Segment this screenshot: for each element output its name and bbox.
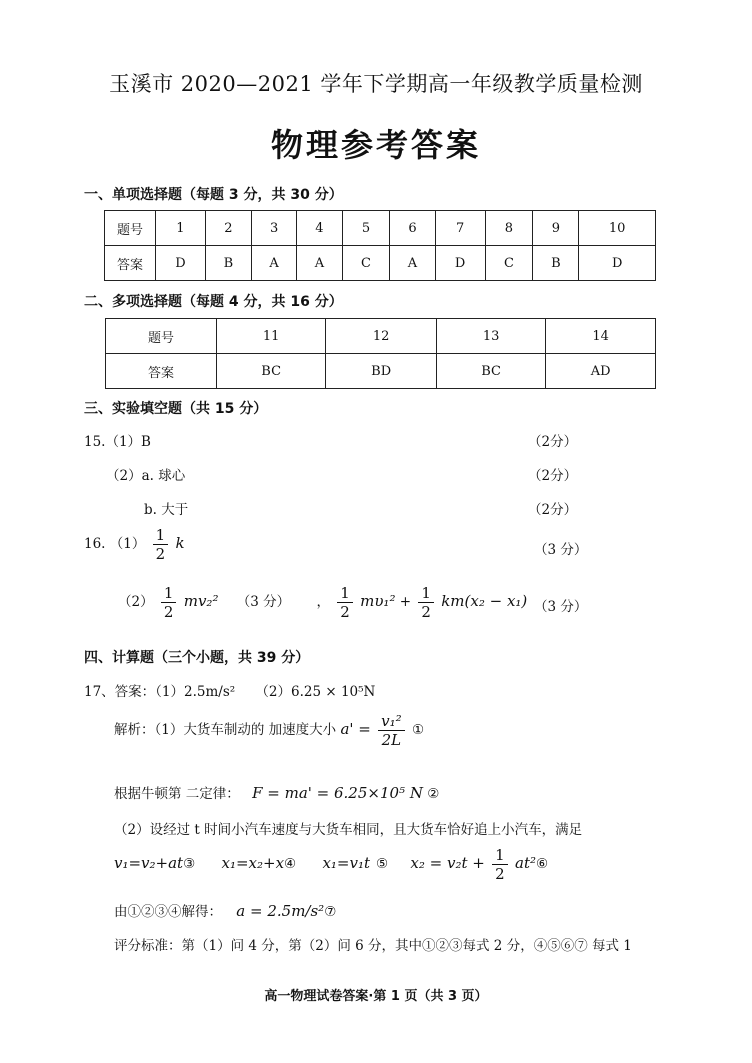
table-cell: BC: [436, 354, 545, 389]
fraction: [378, 712, 405, 749]
comma: ，: [316, 594, 330, 610]
variable-k: k: [175, 534, 185, 552]
numerator: 1: [161, 584, 177, 603]
school-exam-line: 玉溪市 2020—2021 学年下学期高一年级教学质量检测: [109, 72, 643, 96]
expr-part-a: mυ₁²: [360, 592, 396, 610]
table-cell: A: [297, 246, 342, 281]
table-row: [106, 354, 656, 389]
equation-d-prefix: x₂ = v₂t +: [410, 854, 485, 872]
q17-equations-line: [114, 846, 548, 883]
q16-part2-score: （3 分）: [534, 599, 588, 615]
table-cell: C: [342, 246, 390, 281]
newton-expr: F = ma' = 6.25×10⁵ N: [252, 784, 423, 802]
multi-choice-table: [105, 318, 656, 389]
equation-mark: ①: [411, 722, 425, 738]
q16-part1: [84, 526, 185, 563]
table-cell: A: [251, 246, 296, 281]
q16-part2-label: （2）: [118, 594, 154, 610]
expr-part-b: km(x₂ − x₁): [441, 592, 528, 610]
section-1-heading: 一、单项选择题（每题 3 分，共 30 分）: [84, 187, 343, 203]
table-cell: 10: [579, 211, 656, 246]
denominator: 2L: [381, 731, 402, 749]
equation-c: x₁=v₁t: [322, 854, 371, 872]
table-cell: D: [435, 246, 485, 281]
denominator: 2: [340, 603, 350, 621]
q17-answer: 17、答案：（1）2.5m/s² （2）6.25 × 10⁵N: [84, 684, 376, 700]
equation-mark: ⑥: [535, 856, 549, 872]
numerator: 1: [337, 584, 353, 603]
table-cell: 9: [533, 211, 579, 246]
row-label-answer: 答案: [105, 246, 156, 281]
q17-part2-text: （2）设经过 t 时间小汽车速度与大货车相同，且大货车恰好追上小汽车，满足: [114, 822, 583, 838]
q15-part1-score: （2分）: [528, 434, 578, 450]
equation-d-suffix: at²: [515, 854, 536, 872]
solve-prefix: 由①②③④解得：: [114, 904, 222, 920]
q15-part1: 15.（1）B: [84, 434, 151, 450]
denominator: 2: [421, 603, 431, 621]
table-cell: 14: [546, 319, 656, 354]
table-cell: 2: [205, 211, 251, 246]
q17-solve-line: [114, 900, 336, 920]
numerator: 1: [418, 584, 434, 603]
denominator: 2: [495, 865, 505, 883]
kinetic-energy-expr: mv₂²: [183, 592, 219, 610]
table-cell: D: [156, 246, 206, 281]
table-cell: B: [205, 246, 251, 281]
table-cell: 8: [485, 211, 533, 246]
row-label-question: 题号: [105, 211, 156, 246]
numerator: 1: [492, 846, 508, 865]
denominator: 2: [163, 603, 174, 621]
fraction: [337, 584, 353, 621]
row-label-answer: 答案: [106, 354, 217, 389]
newton-prefix: 根据牛顿第 二定律：: [114, 786, 240, 802]
table-row: [105, 211, 656, 246]
q17-analysis-line: [114, 712, 424, 749]
section-2-heading: 二、多项选择题（每题 4 分，共 16 分）: [84, 294, 343, 310]
plus-sign: +: [399, 594, 412, 610]
q16-part1-label: 16. （1）: [84, 536, 146, 552]
q16-part2-mid-score: （3 分）: [236, 594, 291, 610]
single-choice-table: [104, 210, 656, 281]
table-cell: BC: [217, 354, 326, 389]
q16-part2: [118, 584, 527, 621]
table-cell: BD: [326, 354, 437, 389]
equation-b: x₁=x₂+x: [221, 854, 285, 872]
fraction: [153, 526, 169, 563]
equation-mark: ⑦: [324, 904, 337, 920]
page-footer: 高一物理试卷答案·第 1 页（共 3 页）: [264, 989, 488, 1004]
table-cell: 1: [156, 211, 206, 246]
solve-expr: a = 2.5m/s²: [236, 902, 325, 920]
table-cell: 3: [251, 211, 296, 246]
equation-mark: ②: [427, 786, 440, 802]
denominator: 2: [155, 545, 166, 563]
table-row: [106, 319, 656, 354]
numerator: 1: [153, 526, 169, 545]
fraction: [492, 846, 508, 883]
table-cell: 11: [217, 319, 326, 354]
table-cell: 5: [342, 211, 390, 246]
analysis-var: a' =: [340, 720, 371, 738]
page-title: 物理参考答案: [270, 126, 481, 164]
q15-part2b-score: （2分）: [528, 502, 578, 518]
table-cell: 4: [297, 211, 342, 246]
analysis-prefix: 解析：（1）大货车制动的 加速度大小: [114, 722, 337, 738]
q15-part2b: b. 大于: [144, 502, 189, 518]
section-4-heading: 四、计算题（三个小题，共 39 分）: [84, 650, 310, 666]
table-cell: 12: [326, 319, 437, 354]
grading-criteria: 评分标准：第（1）问 4 分，第（2）问 6 分，其中①②③每式 2 分，④⑤⑥⑦ 每式 1: [114, 938, 632, 954]
numerator: v₁²: [378, 712, 405, 731]
equation-mark: ④: [284, 856, 297, 872]
table-cell: AD: [546, 354, 656, 389]
table-cell: B: [533, 246, 579, 281]
q16-part1-score: （3 分）: [534, 542, 588, 558]
table-cell: 7: [435, 211, 485, 246]
section-3-heading: 三、实验填空题（共 15 分）: [84, 401, 268, 417]
table-cell: C: [485, 246, 533, 281]
fraction: [418, 584, 434, 621]
table-row: [105, 246, 656, 281]
table-cell: 6: [390, 211, 435, 246]
table-cell: 13: [436, 319, 545, 354]
q15-part2a-score: （2分）: [528, 468, 578, 484]
row-label-question: 题号: [106, 319, 217, 354]
q15-part2a: （2）a. 球心: [106, 468, 186, 484]
equation-mark: ⑤: [376, 856, 389, 872]
table-cell: D: [579, 246, 656, 281]
equation-mark: ③: [183, 856, 196, 872]
table-cell: A: [390, 246, 435, 281]
q17-newton-line: [114, 782, 439, 802]
equation-a: v₁=v₂+at: [114, 854, 184, 872]
fraction: [161, 584, 177, 621]
